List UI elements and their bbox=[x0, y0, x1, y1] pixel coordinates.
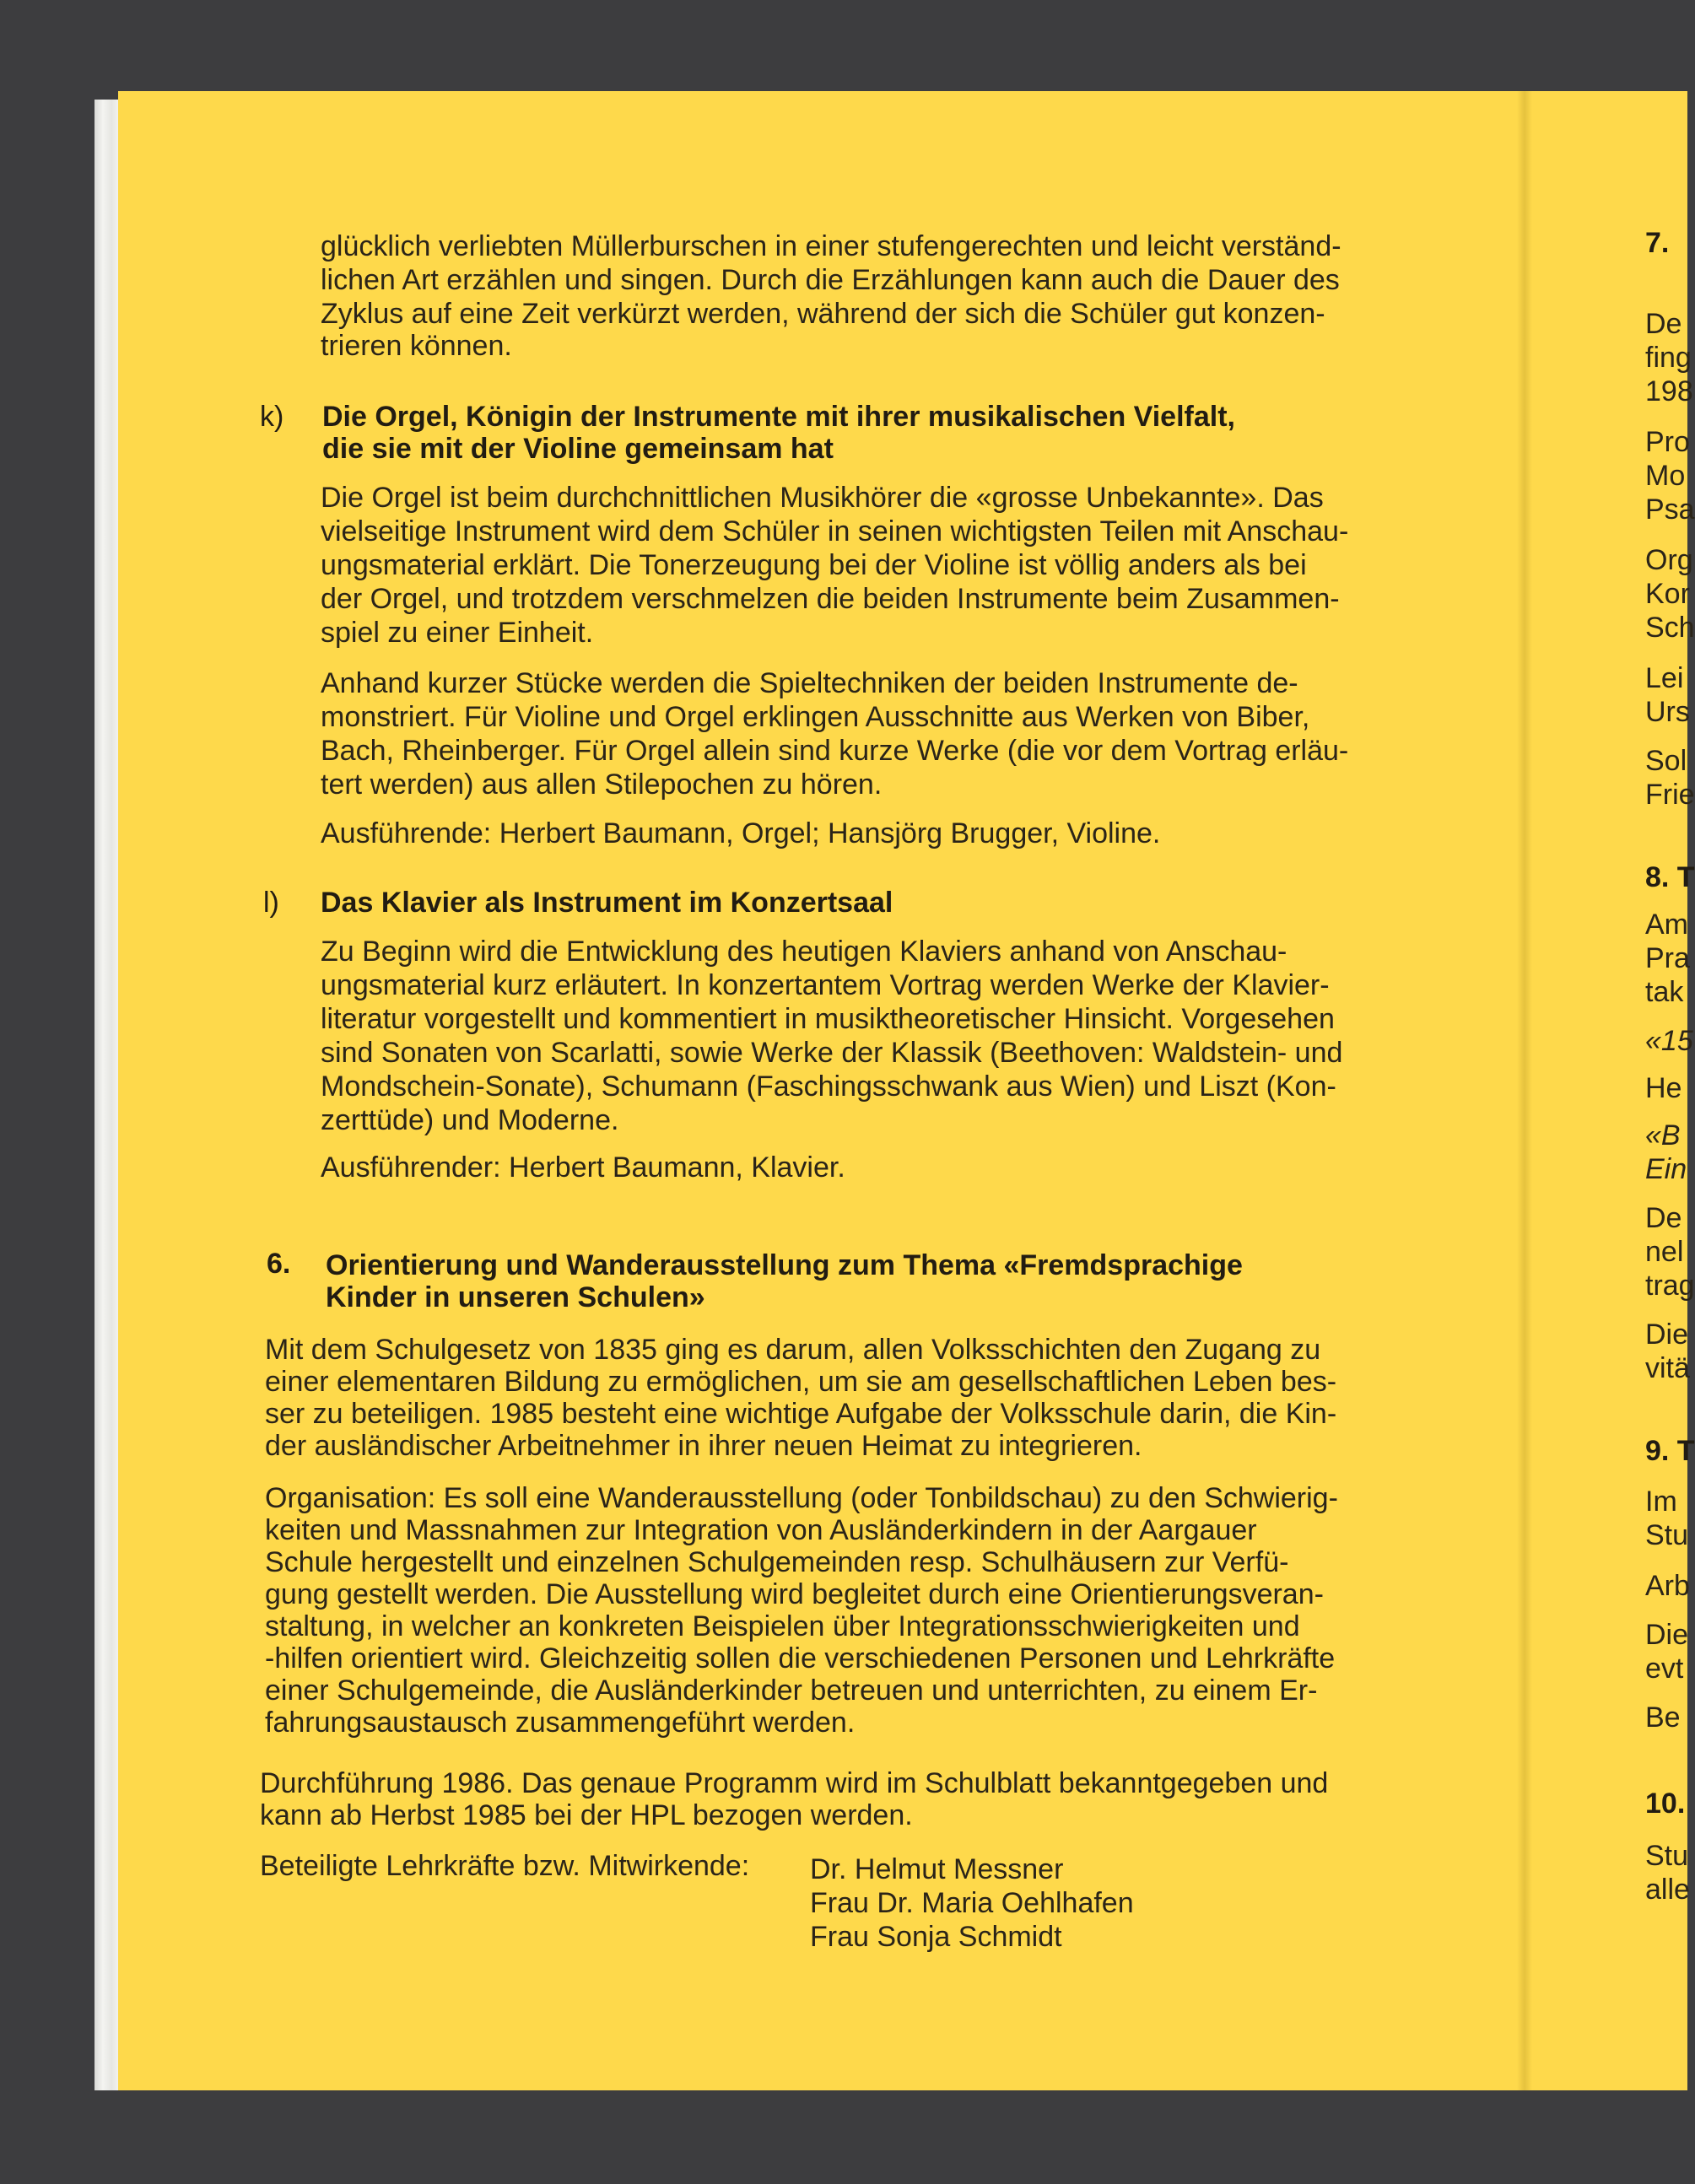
section-k-line: Die Orgel ist beim durchchnittlichen Musikhörer die «grosse Unbekannte». Das bbox=[321, 482, 1324, 514]
right-fragment: Am bbox=[1645, 909, 1688, 941]
section-l-line: literatur vorgestellt und kommentiert in musiktheoretischer Hinsicht. Vorgesehen bbox=[321, 1003, 1335, 1035]
section-l-performer: Ausführender: Herbert Baumann, Klavier. bbox=[321, 1151, 845, 1184]
intro-line: glücklich verliebten Müllerburschen in einer stufengerechten und leicht verständ- bbox=[321, 230, 1341, 262]
section-6-line: Mit dem Schulgesetz von 1835 ging es darum, allen Volksschichten den Zugang zu bbox=[265, 1334, 1321, 1366]
participant-name: Frau Sonja Schmidt bbox=[810, 1921, 1062, 1953]
intro-line: trieren können. bbox=[321, 330, 512, 362]
right-fragment: Mo bbox=[1645, 460, 1686, 492]
right-fragment: evt bbox=[1645, 1653, 1684, 1685]
section-6-line: einer Schulgemeinde, die Ausländerkinder betreuen und unterrichten, zu einem Er- bbox=[265, 1674, 1318, 1707]
section-k-heading: Die Orgel, Königin der Instrumente mit ihrer musikalischen Vielfalt, bbox=[322, 401, 1235, 433]
right-fragment: Lei bbox=[1645, 662, 1684, 694]
right-fragment: Org bbox=[1645, 544, 1693, 576]
section-k-heading: die sie mit der Violine gemeinsam hat bbox=[322, 433, 834, 465]
section-k-line: Anhand kurzer Stücke werden die Spieltechniken der beiden Instrumente de- bbox=[321, 667, 1298, 699]
right-fragment: Pra bbox=[1645, 942, 1690, 974]
section-l-line: sind Sonaten von Scarlatti, sowie Werke der Klassik (Beethoven: Waldstein- und bbox=[321, 1037, 1343, 1069]
section-l-heading: Das Klavier als Instrument im Konzertsaal bbox=[321, 887, 893, 919]
right-fragment: Ein bbox=[1645, 1153, 1687, 1185]
participant-name: Frau Dr. Maria Oehlhafen bbox=[810, 1887, 1134, 1919]
section-k-line: Bach, Rheinberger. Für Orgel allein sind kurze Werke (die vor dem Vortrag erläu- bbox=[321, 735, 1349, 767]
participants-label: Beteiligte Lehrkräfte bzw. Mitwirkende: bbox=[260, 1850, 750, 1882]
section-6-number: 6. bbox=[267, 1248, 291, 1280]
right-fragment: Psa bbox=[1645, 493, 1695, 526]
right-fragment: 8. T bbox=[1645, 861, 1695, 893]
section-6-line: keiten und Massnahmen zur Integration von Ausländerkindern in der Aargauer bbox=[265, 1514, 1257, 1546]
right-fragment: Sol bbox=[1645, 745, 1687, 777]
section-6-line: einer elementaren Bildung zu ermöglichen, um sie am gesellschaftlichen Leben bes- bbox=[265, 1366, 1337, 1398]
section-k-line: tert werden) aus allen Stilepochen zu hören. bbox=[321, 768, 883, 801]
section-l-line: zerttüde) und Moderne. bbox=[321, 1104, 619, 1136]
right-fragment: 9. T bbox=[1645, 1435, 1695, 1467]
right-fragment: Frie bbox=[1645, 779, 1695, 811]
section-6-line: Durchführung 1986. Das genaue Programm wird im Schulblatt bekanntgegeben und bbox=[260, 1767, 1329, 1799]
section-6-line: gung gestellt werden. Die Ausstellung wird begleitet durch eine Orientierungsveran- bbox=[265, 1578, 1324, 1610]
intro-line: lichen Art erzählen und singen. Durch die Erzählungen kann auch die Dauer des bbox=[321, 264, 1340, 296]
right-fragment: fing bbox=[1645, 342, 1692, 374]
right-fragment: vitä bbox=[1645, 1352, 1690, 1384]
section-k-line: vielseitige Instrument wird dem Schüler in seinen wichtigsten Teilen mit Anschau- bbox=[321, 515, 1349, 547]
right-fragment: Die bbox=[1645, 1318, 1689, 1351]
right-fragment: 7. bbox=[1645, 227, 1670, 259]
right-fragment: 198 bbox=[1645, 375, 1693, 407]
section-l-line: ungsmaterial kurz erläutert. In konzertantem Vortrag werden Werke der Klavier- bbox=[321, 969, 1330, 1001]
section-6-line: fahrungsaustausch zusammengeführt werden. bbox=[265, 1707, 856, 1739]
right-fragment: Be bbox=[1645, 1701, 1681, 1734]
section-6-line: staltung, in welcher an konkreten Beispielen über Integrationsschwierigkeiten und bbox=[265, 1610, 1300, 1642]
right-fragment: «B bbox=[1645, 1119, 1681, 1151]
right-fragment: nel bbox=[1645, 1236, 1684, 1268]
right-fragment: tak bbox=[1645, 976, 1684, 1008]
section-6-line: Organisation: Es soll eine Wanderausstellung (oder Tonbildschau) zu den Schwierig- bbox=[265, 1482, 1338, 1514]
right-fragment: De bbox=[1645, 1202, 1682, 1234]
right-fragment: Die bbox=[1645, 1619, 1689, 1651]
section-6-heading: Kinder in unseren Schulen» bbox=[326, 1281, 705, 1313]
right-fragment: Stu bbox=[1645, 1840, 1689, 1872]
right-fragment: Im bbox=[1645, 1486, 1677, 1518]
right-fragment: Arb bbox=[1645, 1570, 1690, 1602]
right-fragment: alle bbox=[1645, 1874, 1690, 1906]
right-fragment: He bbox=[1645, 1072, 1682, 1104]
section-k-performers: Ausführende: Herbert Baumann, Orgel; Hansjörg Brugger, Violine. bbox=[321, 817, 1161, 849]
right-fragment: Stu bbox=[1645, 1519, 1689, 1551]
intro-line: Zyklus auf eine Zeit verkürzt werden, während der sich die Schüler gut konzen- bbox=[321, 298, 1325, 330]
section-6-heading: Orientierung und Wanderausstellung zum Thema «Fremdsprachige bbox=[326, 1249, 1243, 1281]
participant-name: Dr. Helmut Messner bbox=[810, 1853, 1064, 1885]
section-k-marker: k) bbox=[260, 401, 284, 433]
right-fragment: Sch bbox=[1645, 612, 1695, 644]
section-k-line: ungsmaterial erklärt. Die Tonerzeugung bei der Violine ist völlig anders als bei bbox=[321, 549, 1307, 581]
booklet-gutter bbox=[1517, 91, 1532, 2090]
section-l-marker: l) bbox=[263, 887, 279, 919]
right-fragment: Urs bbox=[1645, 696, 1690, 728]
section-l-line: Mondschein-Sonate), Schumann (Faschingsschwank aus Wien) und Liszt (Kon- bbox=[321, 1070, 1336, 1103]
section-6-line: Schule hergestellt und einzelnen Schulgemeinden resp. Schulhäusern zur Verfü- bbox=[265, 1546, 1289, 1578]
right-fragment: De bbox=[1645, 308, 1682, 340]
right-fragment: Pro bbox=[1645, 426, 1690, 458]
section-k-line: spiel zu einer Einheit. bbox=[321, 617, 594, 649]
right-fragment: Kor bbox=[1645, 578, 1690, 610]
section-6-line: kann ab Herbst 1985 bei der HPL bezogen werden. bbox=[260, 1799, 913, 1831]
section-6-line: -hilfen orientiert wird. Gleichzeitig sollen die verschiedenen Personen und Lehrkräfte bbox=[265, 1642, 1336, 1674]
section-6-line: ser zu beteiligen. 1985 besteht eine wichtige Aufgabe der Volksschule darin, die Kin- bbox=[265, 1398, 1337, 1430]
section-k-line: der Orgel, und trotzdem verschmelzen die beiden Instrumente beim Zusammen- bbox=[321, 583, 1340, 615]
right-fragment: trag bbox=[1645, 1270, 1695, 1302]
section-k-line: monstriert. Für Violine und Orgel erklingen Ausschnitte aus Werken von Biber, bbox=[321, 701, 1310, 733]
section-l-line: Zu Beginn wird die Entwicklung des heutigen Klaviers anhand von Anschau- bbox=[321, 936, 1287, 968]
section-6-line: der ausländischer Arbeitnehmer in ihrer neuen Heimat zu integrieren. bbox=[265, 1430, 1142, 1462]
right-fragment: «15 bbox=[1645, 1025, 1693, 1057]
right-fragment: 10. bbox=[1645, 1788, 1686, 1820]
